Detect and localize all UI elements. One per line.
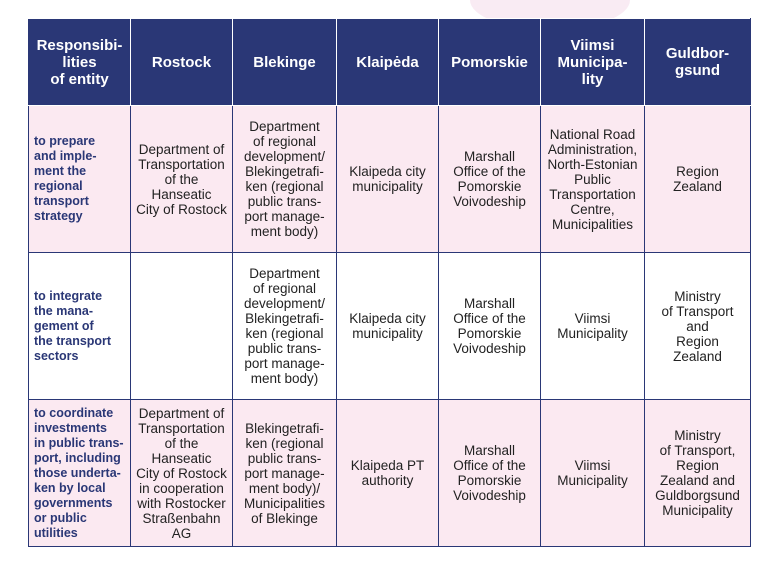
table-cell: Department of Transportation of the Hanseatic City of Rostock in cooperation with Rostocker Straßenbahn AG: [131, 400, 233, 547]
header-row: [29, 19, 751, 106]
header-rostock: Rostock: [131, 19, 233, 106]
table-cell: Blekingetrafi- ken (regional public trans- port manage- ment body)/ Municipalities of Blekinge: [233, 400, 337, 547]
table-cell: Ministry of Transport, Region Zealand and Guldborgsund Municipality: [645, 400, 751, 547]
table-cell: Marshall Office of the Pomorskie Voivodeship: [439, 253, 541, 400]
table-cell: Ministry of Transport and Region Zealand: [645, 253, 751, 400]
table-cell: Department of Transportation of the Hanseatic City of Rostock: [131, 106, 233, 253]
table-row: [29, 400, 751, 547]
table-cell: [131, 253, 233, 400]
row-responsibility: to coordinate investments in public trans- port, including those underta- ken by local governments or public utilities: [29, 400, 131, 547]
row-responsibility: to integrate the mana- gement of the transport sectors: [29, 253, 131, 400]
table-cell: National Road Administration, North-Estonian Public Transportation Centre, Municipalities: [541, 106, 645, 253]
table-cell: Marshall Office of the Pomorskie Voivodeship: [439, 400, 541, 547]
table-cell: Department of regional development/ Blekingetrafi- ken (regional public trans- port manage- ment body): [233, 106, 337, 253]
header-klaipeda: Klaipėda: [337, 19, 439, 106]
table-cell: Viimsi Municipality: [541, 253, 645, 400]
table-cell: Region Zealand: [645, 106, 751, 253]
table-cell: Klaipeda PT authority: [337, 400, 439, 547]
header-pomorskie: Pomorskie: [439, 19, 541, 106]
header-viimsi: Viimsi Municipa- lity: [541, 19, 645, 106]
table-cell: Marshall Office of the Pomorskie Voivodeship: [439, 106, 541, 253]
table-cell: Klaipeda city municipality: [337, 253, 439, 400]
header-blekinge: Blekinge: [233, 19, 337, 106]
table-cell: Viimsi Municipality: [541, 400, 645, 547]
table-row: [29, 253, 751, 400]
header-responsibilities: Responsibi- lities of entity: [29, 19, 131, 106]
table-row: [29, 106, 751, 253]
row-responsibility: to prepare and imple- ment the regional transport strategy: [29, 106, 131, 253]
table-cell: Department of regional development/ Blekingetrafi- ken (regional public trans- port manage- ment body): [233, 253, 337, 400]
table-cell: Klaipeda city municipality: [337, 106, 439, 253]
header-guldborgsund: Guldbor- gsund: [645, 19, 751, 106]
responsibilities-table: [28, 18, 751, 547]
